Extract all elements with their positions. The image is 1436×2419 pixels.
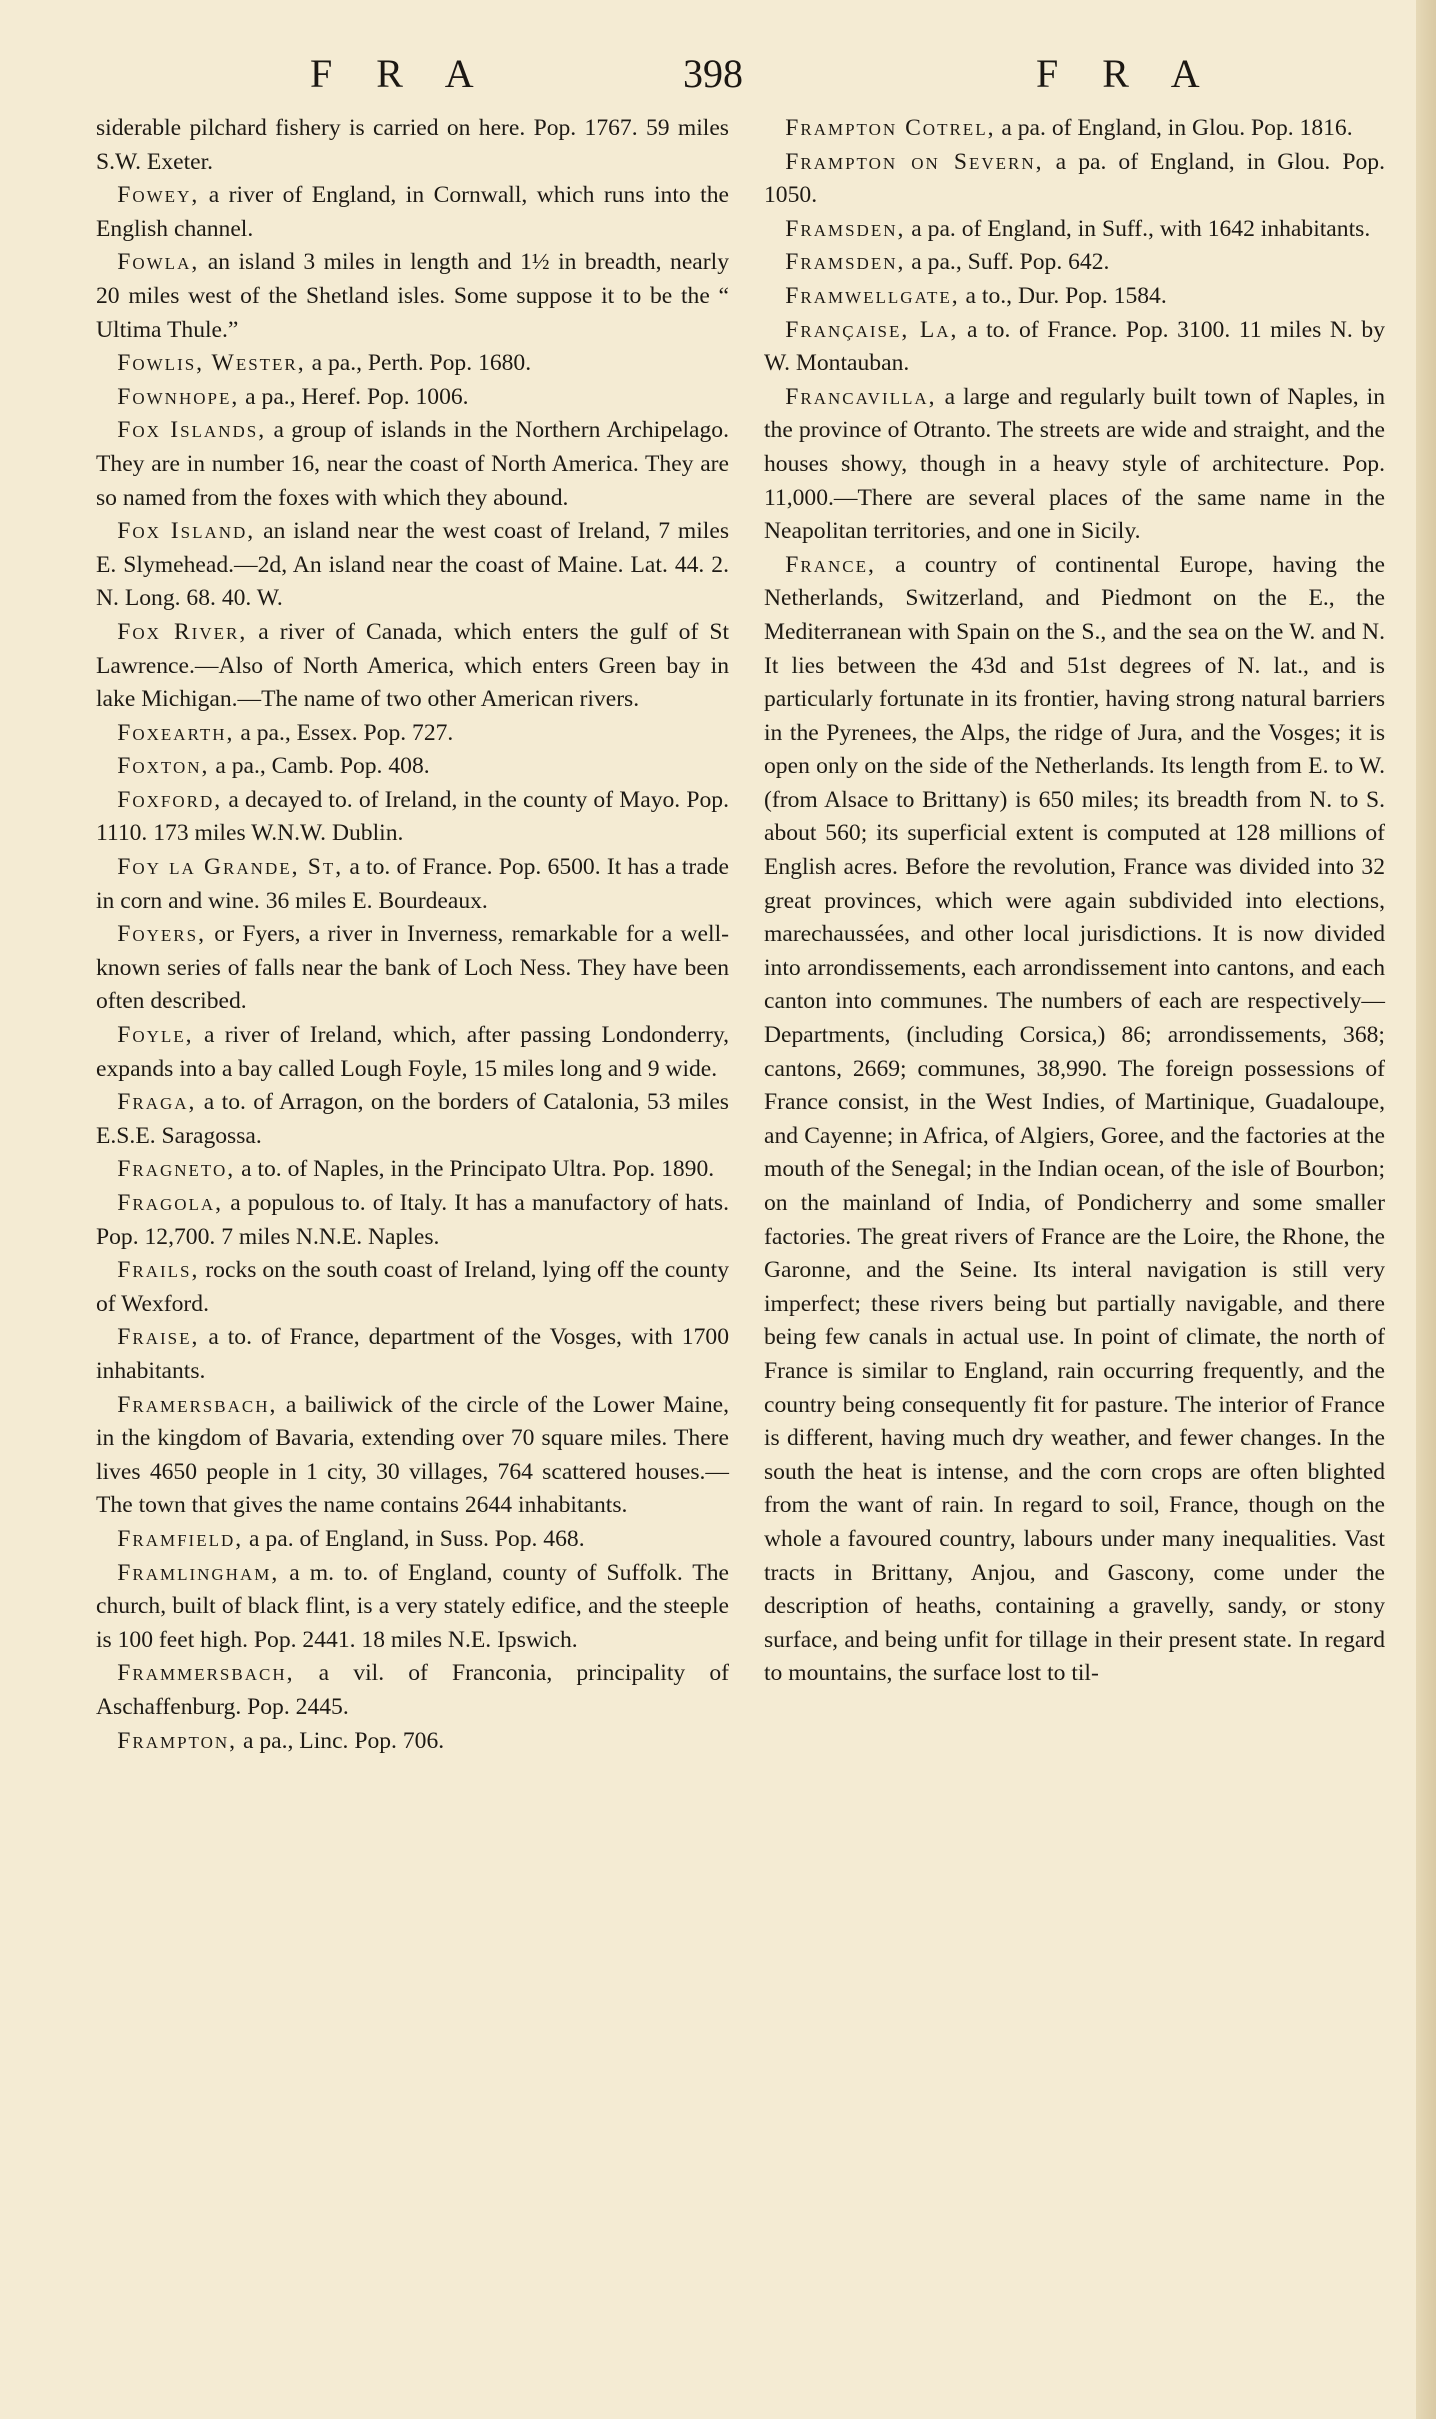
entry-headword: Frammersbach, (117, 1660, 295, 1687)
gazetteer-entry (96, 1321, 729, 1388)
gazetteer-entry (96, 1523, 729, 1557)
entry-text: a pa. of England, in Suff., with 1642 inhabitants. (905, 215, 1371, 242)
entry-text: a large and regularly built town of Naples, in the province of Otranto. The streets are wide and straight, and the houses showy, though in a heavy style of architecture. Pop. 11,000.—There are several places of the same name in the Neapolitan territories, and one in Sicily. (764, 383, 1385, 545)
entry-headword: Foy la Grande, St, (117, 854, 344, 881)
entry-text: siderable pilchard fishery is carried on here. Pop. 1767. 59 miles S.W. Exeter. (96, 115, 729, 175)
entry-headword: Fox River, (117, 618, 248, 645)
entry-headword: Framwellgate, (785, 282, 960, 309)
entry-headword: Frampton Cotrel, (785, 115, 996, 141)
entry-headword: Framersbach, (117, 1391, 278, 1418)
page-number: 398 (683, 51, 743, 96)
gazetteer-entry (96, 179, 729, 246)
entry-headword: Frampton, (117, 1727, 238, 1754)
entry-headword: France, (785, 551, 876, 578)
entry-text: a decayed to. of Ireland, in the county of Mayo. Pop. 1110. 173 miles W.N.W. Dublin. (96, 786, 729, 847)
running-header (0, 50, 1436, 110)
entry-headword: Française, La, (785, 316, 959, 343)
entry-text: a to. of Arragon, on the borders of Catalonia, 53 miles E.S.E. Saragossa. (96, 1089, 729, 1149)
entry-headword: Fownhope, (117, 383, 240, 410)
entry-text: a pa. of England, in Glou. Pop. 1816. (995, 115, 1353, 141)
gazetteer-entry (764, 246, 1385, 280)
gazetteer-entry (764, 112, 1385, 146)
entry-text: a country of continental Europe, having the Netherlands, Switzerland, and Piedmont on the E., the Mediterranean with Spain on the S., and the sea on the W. and N. It lies between the 43d and 51st degrees of N. lat., and is particularly fortunate in its frontier, having strong natural barriers in the Pyrenees, the Alps, the ridge of Jura, and the Vosges; it is open only on the side of the Netherlands. Its length from E. to W. (from Alsace to Brittany) is 650 miles; its breadth from N. to S. about 560; its superficial extent is computed at 128 millions of English acres. Before the revolution, France was divided into 32 great provinces, which were again subdivided into elections, marechaussées, and other local jurisdictions. It is now divided into arrondissements, each arrondissement into cantons, and each canton into communes. The numbers of each are respectively—Departments, (including Corsica,) 86; arrondissements, 368; cantons, 2669; communes, 38,990. The foreign possessions of France consist, in the West Indies, of Martinique, Guadaloupe, and Cayenne; in Africa, of Algiers, Goree, and the factories at the mouth of the Senegal; in the Indian ocean, of the isle of Bourbon; on the mainland of India, of Pondicherry and some smaller factories. The great rivers of France are the Loire, the Rhone, the Garonne, and the Seine. Its interal navigation is still very imperfect; these rivers being but partially navigable, and there being few canals in actual use. In point of climate, the north of France is similar to England, rain occurring frequently, and the country being consequently fit for pasture. The interior of France is different, having much dry weather, and fewer changes. In the south the heat is intense, and the corn crops are often blighted from the want of rain. In regard to soil, France, though on the whole a favoured country, labours under many inequalities. Vast tracts in Brittany, Anjou, and Gascony, come under the description of heaths, containing a gravelly, sandy, or stony surface, and being unfit for tillage in their present state. In regard to mountains, the surface lost to til- (764, 551, 1385, 1687)
gazetteer-entry (96, 1187, 729, 1254)
gazetteer-entry (764, 381, 1385, 549)
entry-headword: Fragneto, (117, 1156, 236, 1183)
gazetteer-entry (96, 1657, 729, 1724)
gazetteer-entry (764, 549, 1385, 1691)
entry-headword: Foxearth, (117, 719, 235, 746)
entry-text: a pa., Camb. Pop. 408. (209, 753, 430, 780)
gazetteer-entry (96, 1725, 729, 1759)
entry-text: a to. of France. Pop. 6500. It has a trade in corn and wine. 36 miles E. Bourdeaux. (96, 854, 729, 914)
entry-headword: Fragola, (117, 1190, 224, 1216)
entry-text: a river of England, in Cornwall, which runs into the English channel. (96, 182, 729, 242)
entry-headword: Fox Islands, (117, 417, 267, 444)
entry-headword: Foxford, (117, 786, 223, 813)
gazetteer-entry (96, 414, 729, 515)
entry-headword: Foxton, (117, 753, 210, 780)
gazetteer-entry (764, 146, 1385, 213)
gazetteer-entry (96, 918, 729, 1019)
gazetteer-entry (96, 750, 729, 784)
entry-text: an island near the west coast of Ireland, 7 miles E. Slymehead.—2d, An island near the coast of Maine. Lat. 44. 2. N. Long. 68. 40. W. (96, 518, 730, 612)
entry-text: or Fyers, a river in Inverness, remarkable for a well-known series of falls near the bank of Loch Ness. They have been often described. (96, 921, 729, 1015)
entry-text: a pa., Essex. Pop. 727. (234, 719, 454, 746)
left-column (96, 112, 729, 1758)
entry-text: an island 3 miles in length and 1½ in breadth, nearly 20 miles west of the Shetland isles. Some suppose it to be the “ Ultima Thule.” (96, 249, 729, 343)
gazetteer-entry (96, 515, 729, 616)
entry-text: a vil. of Franconia, principality of Aschaffenburg. Pop. 2445. (96, 1660, 729, 1720)
entry-text: a pa. of England, in Glou. Pop. 1050. (764, 148, 1385, 209)
header-left-guideword: F R A (310, 51, 477, 96)
entry-headword: Fowlis, Wester, (117, 350, 306, 377)
entry-text: a river of Ireland, which, after passing Londonderry, expands into a bay called Lough Foyle, 15 miles long and 9 wide. (96, 1022, 729, 1082)
gazetteer-entry (96, 112, 729, 179)
entry-text: a to. of France, department of the Vosges, with 1700 inhabitants. (96, 1324, 729, 1384)
entry-headword: Fowla, (117, 249, 200, 276)
entry-text: a bailiwick of the circle of the Lower Maine, in the kingdom of Bavaria, extending over 70 square miles. There lives 4650 people in 1 city, 30 villages, 764 scattered houses.—The town that gives the name contains 2644 inhabitants. (96, 1391, 729, 1519)
gazetteer-entry (764, 213, 1385, 247)
entry-headword: Framfield, (117, 1525, 244, 1552)
entry-headword: Framlingham, (117, 1559, 280, 1586)
entry-text: a group of islands in the Northern Archipelago. They are in number 16, near the coast of North America. They are so named from the foxes with which they abound. (96, 417, 729, 511)
entry-text: a pa., Perth. Pop. 1680. (305, 350, 532, 377)
entry-text: a pa., Linc. Pop. 706. (237, 1727, 445, 1754)
entry-headword: Foyle, (117, 1022, 194, 1049)
entry-text: a pa., Heref. Pop. 1006. (239, 383, 469, 410)
entry-headword: Fox Island, (117, 518, 256, 545)
gazetteer-entry (96, 1086, 729, 1153)
gazetteer-entry (96, 381, 729, 415)
entry-headword: Framsden, (785, 249, 906, 276)
entry-text: a m. to. of England, county of Suffolk. The church, built of black flint, is a very stately edifice, and the steeple is 100 feet high. Pop. 2441. 18 miles N.E. Ipswich. (96, 1559, 729, 1653)
entry-headword: Frails, (117, 1257, 200, 1284)
entry-text: a to. of Naples, in the Principato Ultra. Pop. 1890. (235, 1156, 715, 1183)
gazetteer-entry (96, 347, 729, 381)
gazetteer-entry (96, 851, 729, 918)
entry-text: a to. of France. Pop. 3100. 11 miles N. by W. Montauban. (764, 316, 1385, 377)
gazetteer-entry (764, 280, 1385, 314)
gazetteer-entry (96, 616, 729, 717)
gazetteer-entry (96, 1019, 729, 1086)
entry-headword: Frampton on Severn, (785, 148, 1044, 175)
entry-text: a to., Dur. Pop. 1584. (959, 282, 1167, 309)
gazetteer-entry (96, 1153, 729, 1187)
gazetteer-entry (96, 1254, 729, 1321)
gazetteer-entry (96, 1557, 729, 1658)
entry-headword: Fraga, (117, 1089, 197, 1116)
page-edge (1416, 0, 1436, 2419)
entry-text: rocks on the south coast of Ireland, lying off the county of Wexford. (96, 1257, 729, 1317)
gazetteer-entry (96, 1389, 729, 1523)
entry-headword: Fraise, (117, 1324, 200, 1351)
gazetteer-entry (96, 784, 729, 851)
entry-text: a populous to. of Italy. It has a manufactory of hats. Pop. 12,700. 7 miles N.N.E. Naples. (96, 1190, 729, 1250)
right-column (764, 112, 1385, 1691)
header-right-guideword: F R A (1036, 51, 1203, 96)
gazetteer-entry (96, 246, 729, 347)
entry-text: a pa., Suff. Pop. 642. (905, 249, 1110, 276)
entry-text: a pa. of England, in Suss. Pop. 468. (243, 1525, 585, 1552)
entry-headword: Francavilla, (785, 383, 937, 410)
entry-headword: Foyers, (117, 921, 206, 948)
gazetteer-entry (96, 717, 729, 751)
entry-text: a river of Canada, which enters the gulf of St Lawrence.—Also of North America, which enters Green bay in lake Michigan.—The name of two other American rivers. (96, 618, 730, 713)
entry-headword: Framsden, (785, 215, 906, 242)
gazetteer-entry (764, 314, 1385, 381)
entry-headword: Fowey, (117, 182, 200, 209)
